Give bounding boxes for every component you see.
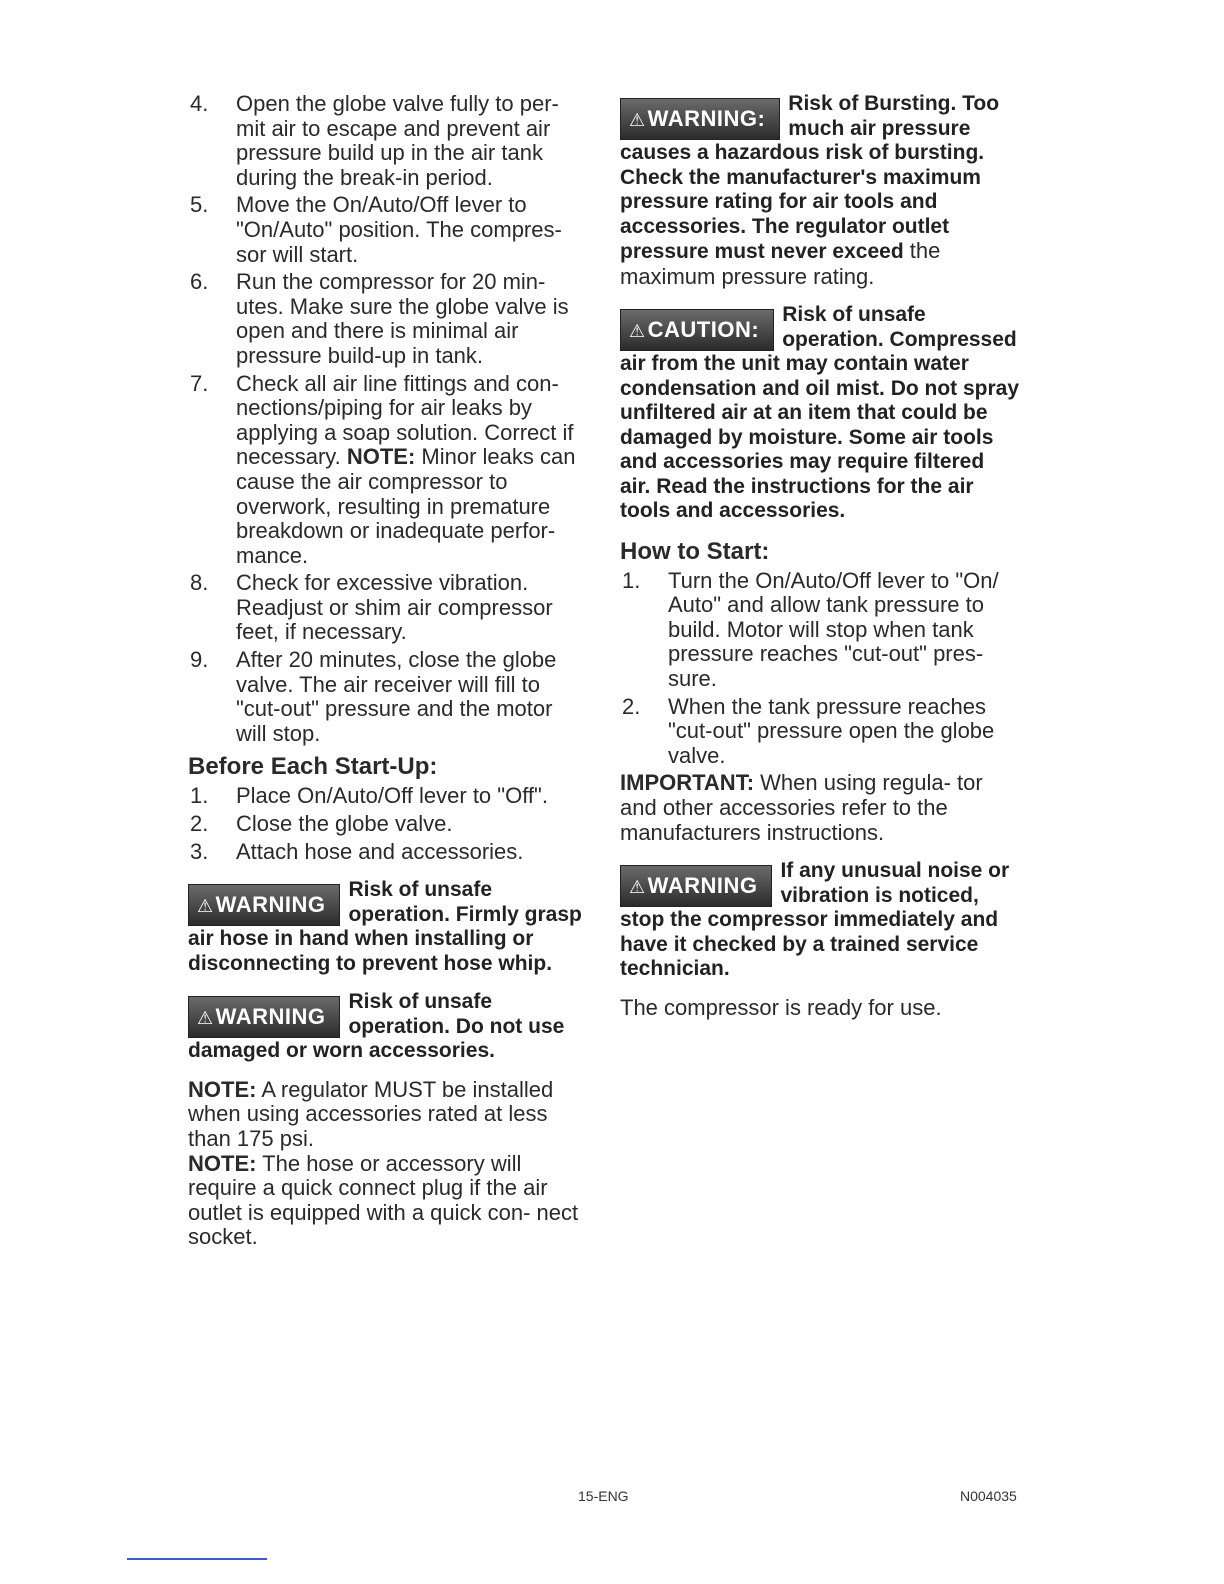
bottom-divider [127, 1558, 267, 1560]
list-item: 2. Close the globe valve. [190, 811, 453, 837]
right-column [620, 92, 1020, 1020]
warning-unusual-noise [620, 859, 1020, 982]
warning-triangle-icon: ⚠ [629, 110, 646, 130]
note-label: NOTE: [188, 1150, 257, 1176]
section-heading-how-to-start: How to Start: [620, 537, 770, 565]
warning-badge: ⚠WARNING [188, 996, 340, 1038]
list-item: 1. Place On/Auto/Off lever to "Off". [190, 783, 548, 809]
list-item: 3. Attach hose and accessories. [190, 838, 524, 864]
warning-badge: ⚠WARNING [620, 865, 772, 907]
warning-badge: ⚠WARNING: [620, 98, 780, 140]
note-regulator: NOTE: A regulator MUST be installed when using accessories rated at less than 175 psi. [188, 1076, 554, 1151]
warning-text-normal: the maximum pressure rating. [620, 238, 941, 289]
list-item: 9. After 20 minutes, close the globe valve. The air receiver will fill to "cut-out" pressure and the motor will stop. [190, 647, 557, 746]
warning-badge: ⚠WARNING [188, 884, 340, 926]
caution-triangle-icon: ⚠ [629, 321, 646, 342]
ready-statement: The compressor is ready for use. [620, 994, 942, 1020]
note-label: NOTE: [346, 444, 416, 470]
list-item: 1. Turn the On/Auto/Off lever to "On/ Auto" and allow tank pressure to build. Motor will stop when tank pressure reaches "cut-out" pres- sure. [622, 567, 999, 691]
how-to-start-steps [620, 569, 1020, 769]
caution-badge: ⚠CAUTION: [620, 309, 774, 351]
break-in-steps [188, 92, 588, 746]
warning-text: Risk of Bursting. Too much air pressure causes a hazardous risk of bursting. Check the manufacturer's maximum pressure rating for air tools and accessories. The regulator outlet pressure must never exceed [620, 92, 1000, 263]
list-item: 8. Check for excessive vibration. Readjust or shim air compressor feet, if necessary. [190, 570, 553, 645]
section-heading-before-start-up: Before Each Start-Up: [188, 753, 438, 781]
warning-triangle-icon: ⚠ [197, 1008, 214, 1029]
list-item: 4. Open the globe valve fully to per- mit air to escape and prevent air pressure build up in the air tank during the break-in period. [190, 91, 559, 190]
warning-bursting [620, 92, 1020, 289]
document-code: N004035 [960, 1488, 1017, 1504]
list-item: 7. Check all air line fittings and con- nections/piping for air leaks by applying a soap solution. Correct if necessary. NOTE: Minor leaks can cause the air compressor to overwork, resulting in premature breakdown or inadequate perfor- mance. [190, 370, 576, 568]
list-item: 5. Move the On/Auto/Off lever to "On/Auto" position. The compres- sor will start. [190, 192, 562, 267]
warning-damaged-accessories [188, 990, 588, 1064]
caution-text: Risk of unsafe operation. Compressed air from the unit may contain water condensation and oil mist. Do not spray unfiltered air at an item that could be damaged by moisture. Some air tools and accessories may require filtered air. Read the instructions for the air tools and accessories. [620, 303, 1020, 523]
warning-text: Risk of unsafe operation. Do not use damaged or worn accessories. [188, 990, 565, 1063]
list-item: 6. Run the compressor for 20 min- utes. Make sure the globe valve is open and there is minimal air pressure build-up in tank. [190, 269, 569, 368]
list-item: 2. When the tank pressure reaches "cut-out" pressure open the globe valve. [622, 693, 995, 768]
note-label: NOTE: [188, 1076, 257, 1102]
warning-text: If any unusual noise or vibration is noticed, stop the compressor immediately and have it checked by a trained service technician. [620, 859, 1010, 981]
note-quick-connect: NOTE: The hose or accessory will require a quick connect plug if the air outlet is equipped with a quick con- nect socket. [188, 1150, 579, 1250]
important-note: IMPORTANT: When using regula- tor and other accessories refer to the manufacturers instructions. [620, 770, 983, 845]
left-column [188, 92, 588, 1250]
caution-unsafe-operation [620, 303, 1020, 524]
warning-triangle-icon: ⚠ [197, 896, 214, 917]
warning-triangle-icon: ⚠ [629, 877, 646, 898]
important-label: IMPORTANT: [620, 770, 755, 796]
before-start-up-steps [188, 784, 588, 864]
warning-hose-whip [188, 878, 588, 976]
warning-text: Risk of unsafe operation. Firmly grasp air hose in hand when installing or disconnecting to prevent hose whip. [188, 878, 582, 975]
page-number: 15-ENG [578, 1488, 629, 1504]
